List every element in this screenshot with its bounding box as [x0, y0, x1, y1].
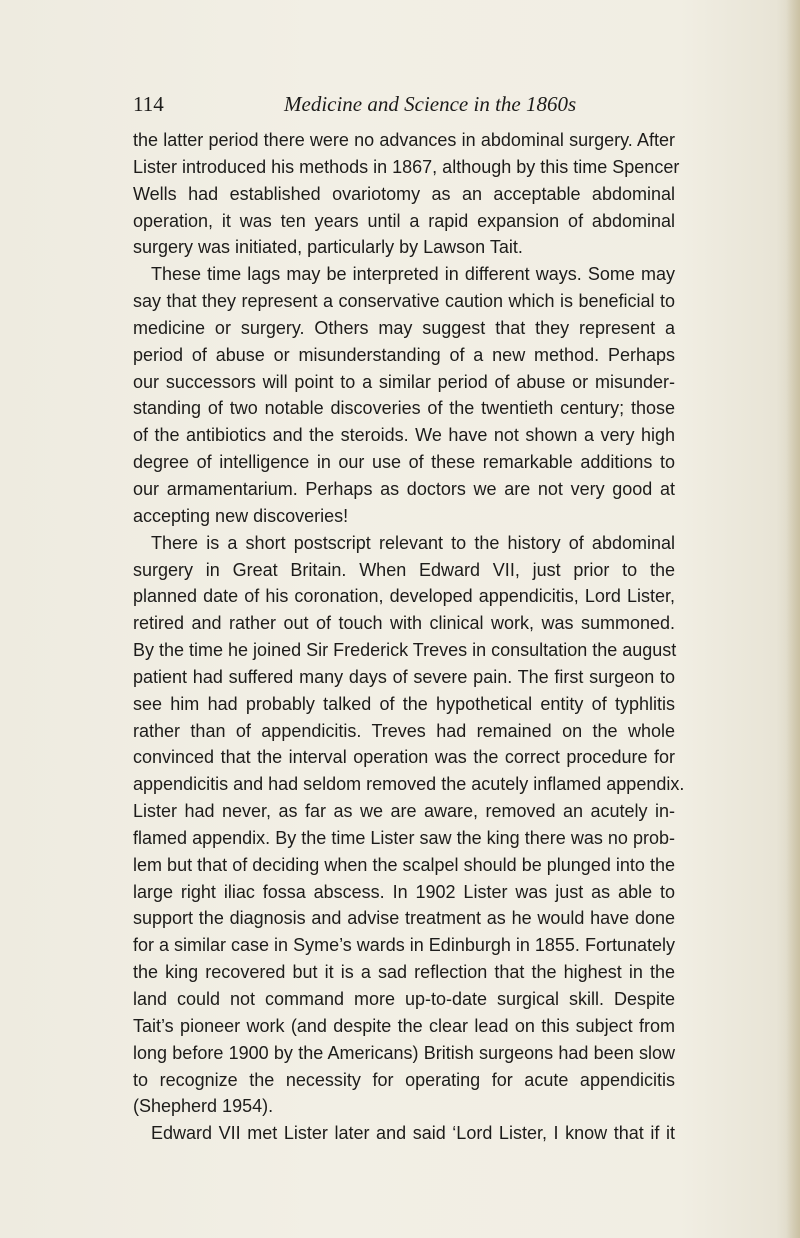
page-number: 114	[133, 92, 164, 116]
text-line: surgery in Great Britain. When Edward VII, just prior to the	[133, 559, 675, 580]
text-line: Lister had never, as far as we are aware, removed an acutely in-	[133, 801, 675, 822]
text-line: of the antibiotics and the steroids. We have not shown a very high	[133, 425, 675, 446]
text-line: our armamentarium. Perhaps as doctors we are not very good at	[133, 478, 675, 499]
running-title: Medicine and Science in the 1860s	[284, 92, 577, 116]
text-line: period of abuse or misunderstanding of a new method. Perhaps	[133, 344, 675, 365]
text-line: the latter period there were no advances in abdominal surgery. After	[133, 130, 675, 150]
body-text	[133, 127, 685, 1147]
text-line: accepting new discoveries!	[133, 505, 349, 526]
text-line: standing of two notable discoveries of the twentieth century; those	[133, 398, 675, 419]
text-line: large right iliac fossa abscess. In 1902 Lister was just as able to	[133, 881, 675, 902]
page-edge-shadow	[786, 0, 800, 1238]
text-line: surgery was initiated, particularly by Lawson Tait.	[133, 237, 523, 258]
text-line: (Shepherd 1954).	[133, 1096, 274, 1117]
text-line: flamed appendix. By the time Lister saw the king there was no prob-	[133, 827, 675, 848]
running-header	[133, 92, 673, 122]
text-line: long before 1900 by the Americans) British surgeons had been slow	[133, 1042, 675, 1063]
text-line: Lister introduced his methods in 1867, although by this time Spencer	[133, 156, 680, 177]
text-line: operation, it was ten years until a rapid expansion of abdominal	[133, 210, 675, 231]
text-line: rather than of appendicitis. Treves had remained on the whole	[133, 720, 675, 741]
text-line: patient had suffered many days of severe pain. The first surgeon to	[133, 666, 675, 687]
text-line: land could not command more up-to-date surgical skill. Despite	[133, 989, 675, 1009]
text-line: the king recovered but it is a sad reflection that the highest in the	[133, 962, 675, 983]
text-line: retired and rather out of touch with clinical work, was summoned.	[133, 613, 675, 634]
paragraph-start-line: These time lags may be interpreted in different ways. Some may	[151, 264, 675, 285]
text-line: Tait’s pioneer work (and despite the clear lead on this subject from	[133, 1015, 675, 1036]
text-line: say that they represent a conservative caution which is beneficial to	[133, 291, 675, 312]
text-line: appendicitis and had seldom removed the acutely inflamed appendix.	[133, 774, 685, 795]
paragraph-start-line: Edward VII met Lister later and said ‘Lord Lister, I know that if it	[151, 1123, 675, 1144]
text-line: support the diagnosis and advise treatment as he would have done	[133, 908, 675, 929]
text-line: By the time he joined Sir Frederick Treves in consultation the august	[133, 640, 677, 661]
text-line: medicine or surgery. Others may suggest that they represent a	[133, 317, 675, 338]
text-line: convinced that the interval operation was the correct procedure for	[133, 747, 675, 768]
text-line: for a similar case in Syme’s wards in Edinburgh in 1855. Fortunately	[133, 935, 675, 956]
text-line: planned date of his coronation, developed appendicitis, Lord Lister,	[133, 586, 675, 607]
text-line: to recognize the necessity for operating for acute appendicitis	[133, 1069, 675, 1090]
text-line: lem but that of deciding when the scalpel should be plunged into the	[133, 854, 675, 875]
text-line: our successors will point to a similar period of abuse or misunder-	[133, 371, 675, 392]
text-line: degree of intelligence in our use of these remarkable additions to	[133, 452, 675, 473]
text-line: see him had probably talked of the hypothetical entity of typhlitis	[133, 693, 675, 714]
text-line: Wells had established ovariotomy as an acceptable abdominal	[133, 183, 675, 204]
paragraph-start-line: There is a short postscript relevant to the history of abdominal	[151, 532, 675, 553]
